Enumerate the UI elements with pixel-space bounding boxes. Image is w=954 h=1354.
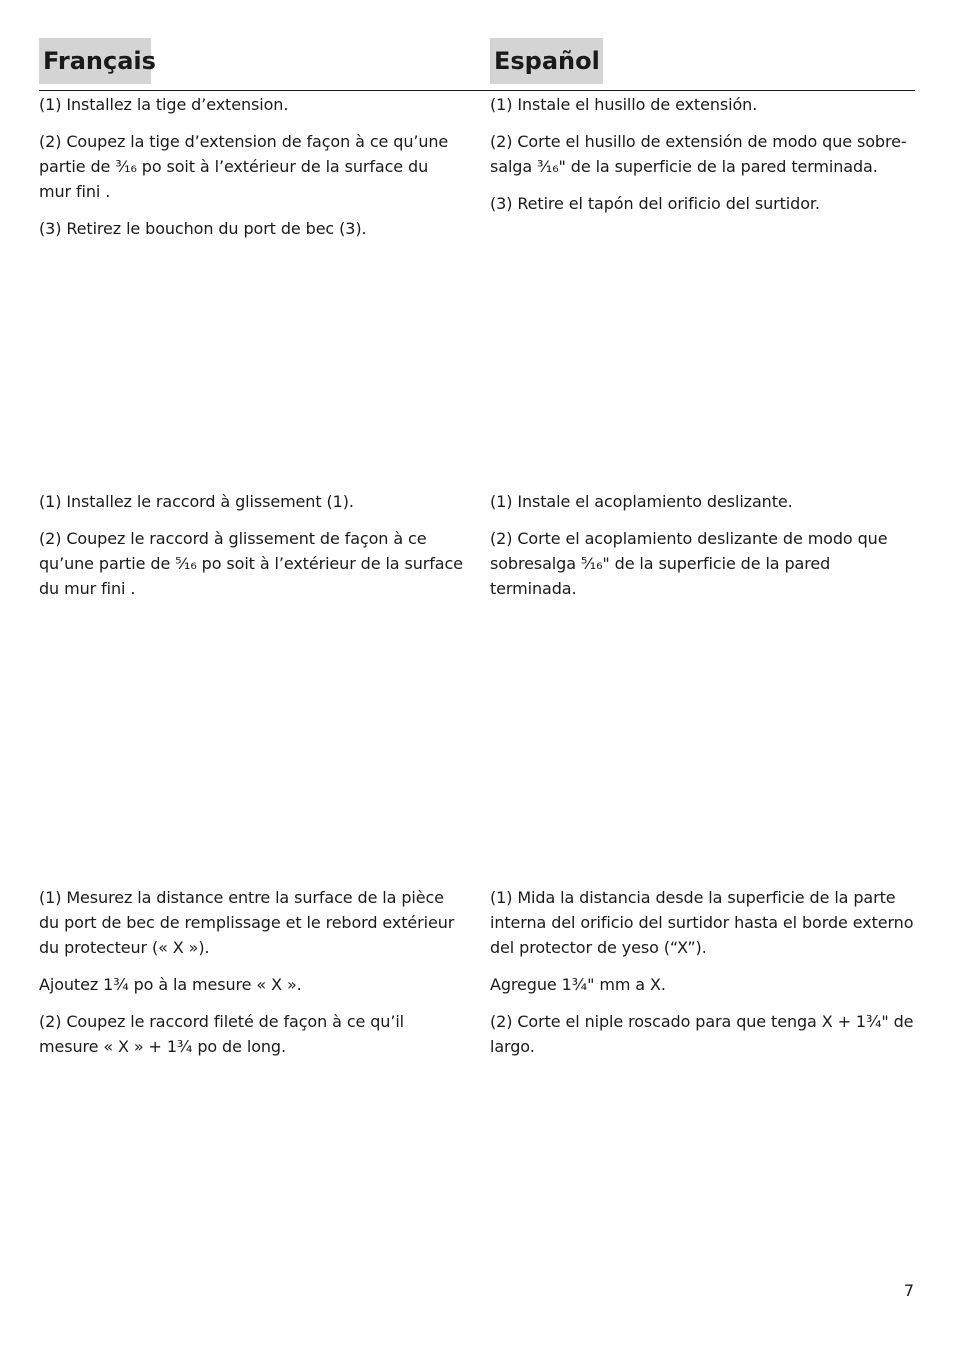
es-s3-step-1: (1) Mida la distancia desde la superficie de la parte interna del orificio del surtidor hasta el borde externo del protector de yeso (“X”). (490, 888, 914, 957)
es-s2-step-2: (2) Corte el acoplamiento deslizante de modo que sobresalga ⁵⁄₁₆" de la superficie de la pared terminada. (490, 529, 888, 598)
es-section-1 (490, 92, 915, 228)
fr-s1-step-3: (3) Retirez le bouchon du port de bec (3). (39, 219, 367, 238)
fr-section-1 (39, 92, 464, 253)
fr-s2-step-2: (2) Coupez le raccord à glissement de façon à ce qu’une partie de ⁵⁄₁₆ po soit à l’extérieur de la surface du mur fini . (39, 529, 463, 598)
es-s1-step-1: (1) Instale el husillo de extensión. (490, 95, 758, 114)
es-section-2 (490, 489, 915, 613)
fr-s1-step-2: (2) Coupez la tige d’extension de façon à ce qu’une partie de ³⁄₁₆ po soit à l’extérieur de la surface du mur fini . (39, 132, 449, 201)
header-divider (39, 90, 915, 91)
es-section-3 (490, 885, 915, 1071)
fr-s3-step-2: (2) Coupez le raccord fileté de façon à ce qu’il mesure « X » + 1¾ po de long. (39, 1012, 405, 1056)
es-s2-step-1: (1) Instale el acoplamiento deslizante. (490, 492, 793, 511)
fr-section-2 (39, 489, 464, 613)
fr-s3-step-1: (1) Mesurez la distance entre la surface de la pièce du port de bec de remplissage et le rebord extérieur du protecteur (« X »). (39, 888, 455, 957)
fr-s3-note: Ajoutez 1¾ po à la mesure « X ». (39, 975, 302, 994)
es-s3-step-2: (2) Corte el niple roscado para que tenga X + 1¾" de largo. (490, 1012, 914, 1056)
es-s1-step-3: (3) Retire el tapón del orificio del surtidor. (490, 194, 820, 213)
heading-espanol: Español (490, 38, 603, 84)
heading-francais: Français (39, 38, 151, 84)
page-number: 7 (903, 1281, 914, 1300)
fr-section-3 (39, 885, 464, 1071)
es-s1-step-2: (2) Corte el husillo de extensión de modo que sobre-salga ³⁄₁₆" de la superficie de la pared terminada. (490, 132, 907, 176)
es-s3-note: Agregue 1¾" mm a X. (490, 975, 666, 994)
fr-s2-step-1: (1) Installez le raccord à glissement (1). (39, 492, 354, 511)
fr-s1-step-1: (1) Installez la tige d’extension. (39, 95, 289, 114)
